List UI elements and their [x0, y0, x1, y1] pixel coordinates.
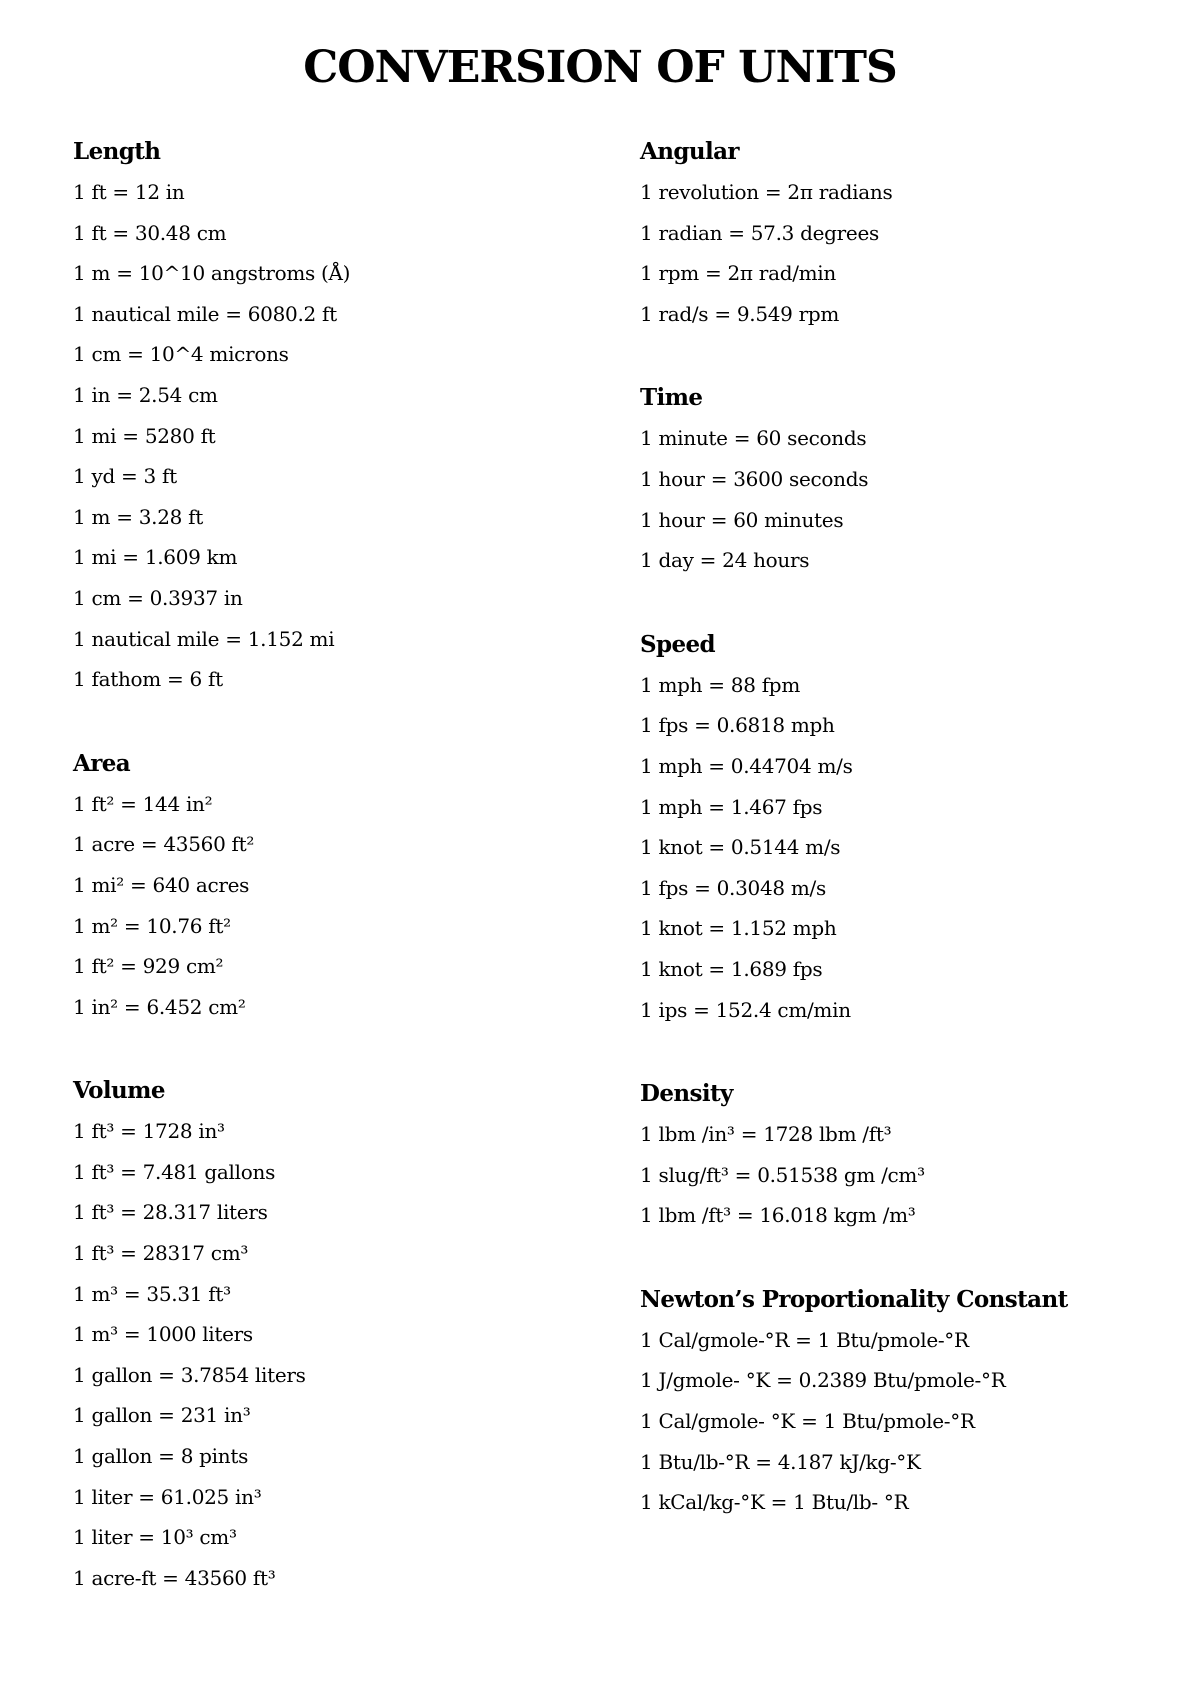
conversion-item: 1 lbm /in³ = 1728 lbm /ft³: [640, 1122, 892, 1147]
section-density: [640, 1074, 1180, 1236]
conversion-item: 1 ft² = 929 cm²: [73, 954, 224, 979]
conversion-item: 1 J/gmole- °K = 0.2389 Btu/pmole-°R: [640, 1368, 1006, 1393]
section-heading: Newton’s Proportionality Constant: [640, 1285, 1068, 1313]
conversion-item: 1 ft² = 144 in²: [73, 791, 213, 816]
section-heading: Length: [73, 138, 161, 165]
conversion-item: 1 m² = 10.76 ft²: [73, 913, 231, 938]
conversion-item: 1 nautical mile = 6080.2 ft: [73, 301, 337, 326]
conversion-list: [640, 418, 1180, 580]
section-heading: Volume: [73, 1077, 165, 1105]
conversion-item: 1 cm = 10^4 microns: [73, 342, 289, 367]
section-heading: Angular: [640, 138, 739, 165]
conversion-item: 1 gallon = 8 pints: [73, 1444, 249, 1469]
conversion-item: 1 fathom = 6 ft: [73, 667, 223, 692]
conversion-item: 1 mph = 1.467 fps: [640, 794, 823, 819]
conversion-item: 1 in = 2.54 cm: [73, 382, 218, 407]
conversion-item: 1 liter = 10³ cm³: [73, 1525, 237, 1550]
conversion-list: [640, 172, 1180, 334]
conversion-item: 1 yd = 3 ft: [73, 464, 177, 489]
conversion-item: 1 hour = 3600 seconds: [640, 466, 869, 491]
conversion-item: 1 fps = 0.6818 mph: [640, 713, 835, 738]
conversion-list: [73, 1111, 593, 1598]
section-area: [73, 744, 593, 1028]
conversion-item: 1 in² = 6.452 cm²: [73, 994, 246, 1019]
conversion-item: 1 hour = 60 minutes: [640, 507, 844, 532]
section-length: [73, 132, 593, 700]
conversion-item: 1 m³ = 35.31 ft³: [73, 1281, 231, 1306]
conversion-item: 1 radian = 57.3 degrees: [640, 220, 879, 245]
conversion-item: 1 cm = 0.3937 in: [73, 585, 243, 610]
section-heading: Density: [640, 1080, 733, 1108]
conversion-item: 1 knot = 1.689 fps: [640, 956, 823, 981]
conversion-item: 1 day = 24 hours: [640, 548, 810, 573]
conversion-item: 1 m = 3.28 ft: [73, 504, 203, 529]
conversion-item: 1 m³ = 1000 liters: [73, 1322, 253, 1347]
conversion-item: 1 mph = 88 fpm: [640, 672, 800, 697]
left-column: [73, 132, 593, 1642]
conversion-item: 1 Cal/gmole-°R = 1 Btu/pmole-°R: [640, 1327, 969, 1352]
conversion-list: [73, 172, 593, 700]
conversion-item: 1 mi = 1.609 km: [73, 545, 238, 570]
conversion-item: 1 ft³ = 7.481 gallons: [73, 1159, 276, 1184]
conversion-item: 1 fps = 0.3048 m/s: [640, 875, 826, 900]
section-newtons-constant: [640, 1280, 1180, 1523]
section-speed: [640, 625, 1180, 1030]
conversion-item: 1 Btu/lb-°R = 4.187 kJ/kg-°K: [640, 1449, 921, 1474]
conversion-item: 1 acre-ft = 43560 ft³: [73, 1565, 276, 1590]
conversion-item: 1 slug/ft³ = 0.51538 gm /cm³: [640, 1162, 925, 1187]
conversion-item: 1 mph = 0.44704 m/s: [640, 753, 853, 778]
page-title: CONVERSION OF UNITS: [303, 42, 897, 93]
conversion-list: [73, 784, 593, 1028]
conversion-item: 1 knot = 0.5144 m/s: [640, 835, 841, 860]
conversion-item: 1 rad/s = 9.549 rpm: [640, 301, 840, 326]
conversion-item: 1 gallon = 3.7854 liters: [73, 1362, 306, 1387]
section-volume: [73, 1071, 593, 1598]
conversion-list: [640, 1320, 1180, 1523]
conversion-list: [640, 1114, 1180, 1236]
conversion-item: 1 Cal/gmole- °K = 1 Btu/pmole-°R: [640, 1409, 975, 1434]
conversion-item: 1 nautical mile = 1.152 mi: [73, 626, 335, 651]
conversion-item: 1 knot = 1.152 mph: [640, 916, 837, 941]
conversion-item: 1 revolution = 2π radians: [640, 180, 893, 204]
section-heading: Speed: [640, 630, 716, 658]
conversion-item: 1 ft = 30.48 cm: [73, 220, 227, 245]
section-time: [640, 378, 1180, 580]
conversion-item: 1 minute = 60 seconds: [640, 426, 867, 451]
conversion-item: 1 ft³ = 28.317 liters: [73, 1200, 268, 1225]
conversion-item: 1 mi² = 640 acres: [73, 872, 250, 897]
conversion-list: [640, 665, 1180, 1030]
right-column: [640, 132, 1180, 1567]
conversion-item: 1 gallon = 231 in³: [73, 1403, 251, 1428]
conversion-item: 1 liter = 61.025 in³: [73, 1484, 262, 1509]
conversion-item: 1 ips = 152.4 cm/min: [640, 997, 851, 1022]
conversion-item: 1 mi = 5280 ft: [73, 423, 216, 448]
section-heading: Time: [640, 384, 703, 412]
section-heading: Area: [73, 749, 131, 777]
conversion-item: 1 ft³ = 1728 in³: [73, 1119, 225, 1144]
conversion-item: 1 rpm = 2π rad/min: [640, 261, 836, 286]
conversion-item: 1 acre = 43560 ft²: [73, 832, 255, 857]
section-angular: [640, 132, 1180, 334]
conversion-item: 1 ft = 12 in: [73, 180, 185, 204]
conversion-item: 1 lbm /ft³ = 16.018 kgm /m³: [640, 1203, 916, 1228]
conversion-item: 1 kCal/kg-°K = 1 Btu/lb- °R: [640, 1490, 909, 1515]
conversion-item: 1 m = 10^10 angstroms (Å): [73, 261, 351, 286]
conversion-item: 1 ft³ = 28317 cm³: [73, 1241, 249, 1266]
